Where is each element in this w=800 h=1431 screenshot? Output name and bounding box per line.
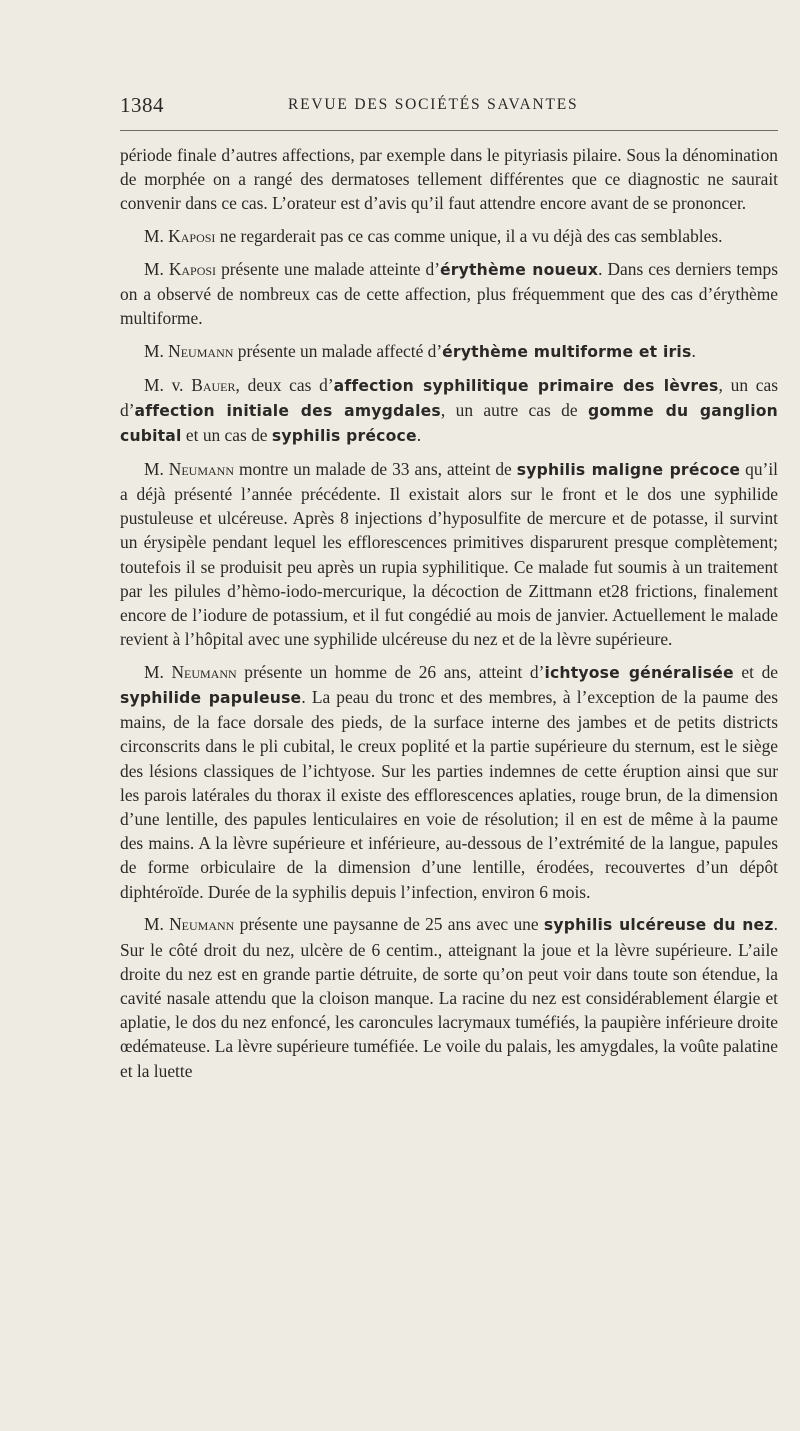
running-title: REVUE DES SOCIÉTÉS SAVANTES — [288, 96, 579, 113]
text-run: , un cas d’ — [120, 374, 779, 420]
text-run: montre un malade de 33 ans, atteint de — [234, 458, 517, 479]
paragraph — [120, 339, 778, 364]
paragraph — [120, 143, 778, 216]
diagnosis-term: ichtyose généralisée — [544, 663, 734, 682]
paragraph — [120, 224, 778, 248]
diagnosis-term: affection syphilitique primaire des lèvres — [333, 376, 719, 395]
diagnosis-term: gomme du ganglion cubital — [120, 401, 778, 446]
text-run: présente une paysanne de 25 ans avec une — [234, 914, 544, 935]
text-run: . — [691, 340, 696, 361]
paragraph — [120, 373, 778, 449]
text-run: qu’il a déjà présenté l’année précédente. Il existait alors sur le front et le dos une syphilide pustuleuse et ulcéreuse. Après 8 injections d’hyposulfite de mercure et de potasse, il survint un érysipèle pendant lequel les efflorescences primitives disparurent presque complètement; toutefois il se produisit peu après un rupia syphilitique. Ce malade fut soumis à un traitement par les pilules d’hèmo-iodo-mercurique, la décoction de Zittmann et28 frictions, finalement encore de l’iodure de potassium, et il fut congédié au mois de janvier. Actuellement le malade revient à l’hôpital avec une syphilide ulcéreuse du nez et de la lèvre supérieure. — [120, 458, 778, 650]
page-header — [120, 93, 778, 119]
text-run: M. — [144, 258, 169, 279]
diagnosis-term: érythème multiforme et iris — [442, 342, 692, 361]
diagnosis-term: syphilide papuleuse — [120, 689, 302, 708]
author-name: Neumann — [168, 340, 234, 361]
author-name: Neumann — [171, 661, 237, 682]
text-run: . Dans ces derniers temps on a observé de nombreux cas de cette affection, plus fréquemment que des cas d’érythème multiforme. — [120, 258, 778, 329]
text-run: M. v. — [144, 374, 192, 395]
diagnosis-term: syphilis ulcéreuse du nez — [543, 916, 774, 935]
text-run: ne regarderait pas ce cas comme unique, il a vu déjà des cas semblables. — [215, 226, 723, 247]
text-run: , un autre cas de — [440, 399, 588, 420]
text-run: présente une malade atteinte d’ — [216, 258, 440, 279]
text-run: M. — [144, 914, 170, 935]
text-run: M. — [144, 226, 169, 247]
header-rule — [120, 130, 778, 131]
text-run: . — [416, 425, 422, 446]
author-name: Kaposi — [168, 226, 216, 247]
text-run: M. — [144, 458, 169, 479]
text-run: présente un malade affecté d’ — [233, 340, 443, 361]
body-text — [120, 143, 778, 1091]
text-run: M. — [144, 661, 172, 682]
diagnosis-term: syphilis maligne précoce — [516, 460, 741, 479]
author-name: Neumann — [168, 458, 235, 479]
page-number: 1384 — [120, 93, 164, 117]
paragraph — [120, 457, 778, 652]
paragraph — [120, 912, 778, 1082]
author-name: Kaposi — [168, 258, 217, 279]
diagnosis-term: syphilis précoce — [271, 427, 417, 446]
text-run: , deux cas d’ — [235, 374, 334, 395]
paragraph — [120, 257, 778, 331]
text-run: M. — [144, 340, 169, 361]
paragraph — [120, 660, 778, 904]
diagnosis-term: érythème noueux — [440, 260, 599, 279]
text-run: présente un homme de 26 ans, atteint d’ — [236, 661, 545, 682]
diagnosis-term: affection initiale des amygdales — [134, 401, 441, 420]
text-run: et de — [733, 661, 778, 682]
text-run: et un cas de — [181, 425, 272, 446]
author-name: Bauer — [191, 374, 236, 395]
text-run: . La peau du tronc et des membres, à l’exception de la paume des mains, de la face dorsale des pieds, de la surface interne des jambes et de petits districts circonscrits dans le pli cubital, le creux poplité et la partie supérieure du sternum, est le siège des lésions classiques de l’ichtyose. Sur les parties indemnes de cette éruption ainsi que sur les parois latérales du thorax il existe des efflorescences aplaties, rouge brun, de la dimension d’une lentille, des papules lenticulaires en voie de résolution; il en est de même à la paume des mains. A la lèvre supérieure et inférieure, au-dessous de l’extrémité de la langue, papules de forme orbiculaire de la dimension d’une lentille, érodées, recouvertes d’un dépôt diphtéroïde. Durée de la syphilis depuis l’infection, environ 6 mois. — [120, 687, 779, 902]
text-run: . Sur le côté droit du nez, ulcère de 6 centim., atteignant la joue et la lèvre supérieure. L’aile droite du nez est en grande partie détruite, de sorte qu’on peut voir dans toute son étendue, la cavité nasale attendu que la cloison manque. La racine du nez est considérablement élargie et aplatie, le dos du nez enfoncé, les caroncules lacrymaux tuméfiés, la paupière inférieure droite œdémateuse. La lèvre supérieure tuméfiée. Le voile du palais, les amygdales, la voûte palatine et la luette — [120, 914, 778, 1081]
text-run: période finale d’autres affections, par exemple dans le pityriasis pilaire. Sous la dénomination de morphée on a rangé des dermatoses tellement différentes que ce diagnostic ne saurait convenir dans ce cas. L’orateur est d’avis qu’il faut attendre encore avant de se prononcer. — [120, 145, 778, 214]
author-name: Neumann — [169, 914, 235, 935]
